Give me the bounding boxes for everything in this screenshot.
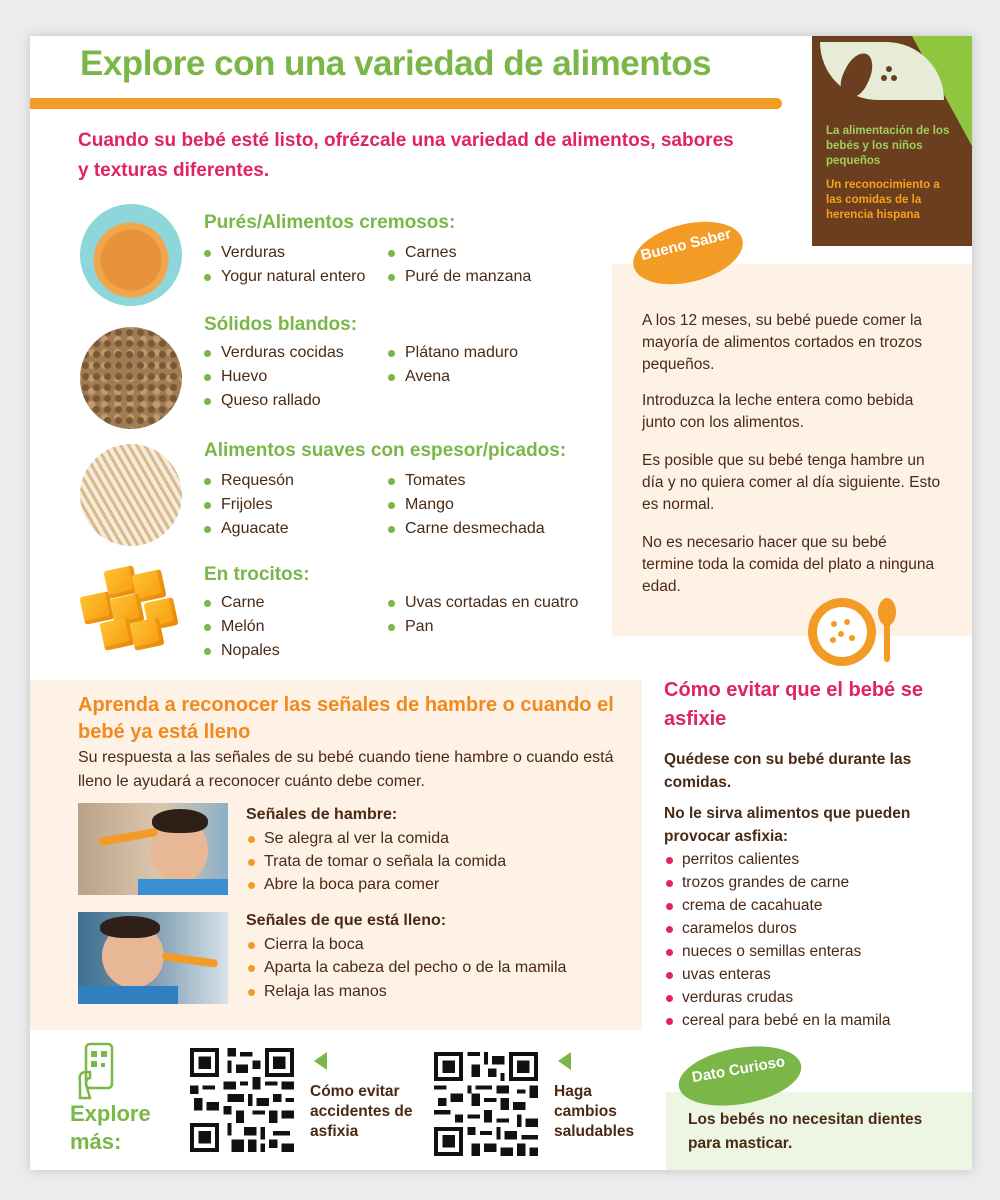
brand-subtitle: La alimentación de los bebés y los niños pequeños (826, 125, 950, 167)
brand-drop-shape (835, 49, 878, 102)
good-to-know-paragraph: A los 12 meses, su bebé puede comer la mayoría de alimentos cortados en trozos pequeños. (642, 312, 923, 373)
hungry-baby-photo (78, 803, 228, 895)
full-baby-photo (78, 912, 228, 1004)
spoon-shape (98, 828, 158, 846)
choking-food-item: nueces o semillas enteras (666, 943, 861, 961)
lentils-image (80, 327, 182, 429)
good-to-know-paragraph: Introduzca la leche entera como bebida junto con los alimentos. (642, 392, 914, 431)
mango-cube (129, 617, 164, 651)
food-item: Huevo (204, 368, 267, 386)
choking-food-item: trozos grandes de carne (666, 874, 849, 892)
phone-qr-icon (76, 1042, 120, 1100)
food-item: Aguacate (204, 520, 289, 538)
brand-dot (881, 75, 887, 81)
baby-bib (78, 986, 178, 1004)
hungry-signal-item: Se alegra al ver la comida (248, 830, 449, 848)
intro-text: Cuando su bebé esté listo, ofrézcale una variedad de alimentos, sabores y texturas diferentes. (78, 130, 734, 181)
food-item: Puré de manzana (388, 268, 531, 286)
category-title: Alimentos suaves con espesor/picados: (204, 440, 567, 461)
qr-pointer-icon (558, 1052, 571, 1070)
qr-label-choking: Cómo evitar accidentes de asfixia (310, 1083, 413, 1140)
fun-fact-label: Dato Curioso (690, 1053, 787, 1087)
hungry-signal-item: Trata de tomar o señala la comida (248, 853, 506, 871)
handout-page (30, 36, 972, 1170)
food-item: Nopales (204, 642, 280, 660)
food-item: Carne (204, 594, 265, 612)
brand-box (812, 36, 972, 246)
qr-code-choking[interactable] (190, 1048, 294, 1152)
plate-center (817, 607, 867, 657)
brand-tagline: Un reconocimiento a las comidas de la herencia hispana (826, 179, 940, 221)
category-title: En trocitos: (204, 564, 310, 585)
hunger-signals-title: Aprenda a reconocer las señales de hambre o cuando el bebé ya está lleno (78, 694, 614, 743)
food-item: Verduras cocidas (204, 344, 344, 362)
baby-bib (138, 879, 228, 895)
hungry-signal-item: Abre la boca para comer (248, 876, 439, 894)
food-item: Mango (388, 496, 454, 514)
good-to-know-paragraph: No es necesario hacer que su bebé termine toda la comida del plato a ninguna edad. (642, 534, 935, 595)
plate-dot (831, 621, 837, 627)
plate-icon (808, 598, 876, 666)
plate-dot (838, 631, 844, 637)
full-signal-item: Aparta la cabeza del pecho o de la mamila (248, 959, 566, 977)
title-underline (30, 98, 782, 109)
shredded-meat-image (80, 444, 182, 546)
plate-dot (844, 619, 850, 625)
qr-code-healthy-changes[interactable] (434, 1052, 538, 1156)
choking-food-item: verduras crudas (666, 989, 793, 1007)
food-item: Frijoles (204, 496, 273, 514)
choking-food-item: uvas enteras (666, 966, 771, 984)
choking-food-item: perritos calientes (666, 851, 799, 869)
food-item: Plátano maduro (388, 344, 518, 362)
explore-more-label: Explore más: (70, 1101, 151, 1154)
food-item: Uvas cortadas en cuatro (388, 594, 578, 612)
good-to-know-paragraph: Es posible que su bebé tenga hambre un día y no quiera comer al día siguiente. Esto es normal. (642, 452, 941, 513)
full-signal-item: Relaja las manos (248, 983, 387, 1001)
qr-label-healthy-changes: Haga cambios saludables (554, 1083, 635, 1140)
food-item: Tomates (388, 472, 465, 490)
full-signals-heading: Señales de que está lleno: (246, 912, 447, 929)
mango-cubes-image (76, 560, 184, 650)
full-signal-item: Cierra la boca (248, 936, 364, 954)
choking-stay-note: Quédese con su bebé durante las comidas. (664, 751, 912, 791)
choking-food-item: cereal para bebé en la mamila (666, 1012, 891, 1030)
qr-pointer-icon (314, 1052, 327, 1070)
food-item: Verduras (204, 244, 285, 262)
food-item: Melón (204, 618, 265, 636)
food-item: Requesón (204, 472, 294, 490)
mango-cube (99, 617, 134, 651)
good-to-know-label: Bueno Saber (638, 225, 733, 265)
food-item: Avena (388, 368, 450, 386)
baby-hair (100, 916, 160, 938)
food-item: Queso rallado (204, 392, 321, 410)
category-title: Sólidos blandos: (204, 314, 358, 335)
page-title: Explore con una variedad de alimentos (80, 44, 712, 83)
fun-fact-text: Los bebés no necesitan dientes para masticar. (688, 1111, 923, 1152)
plate-dot (849, 635, 855, 641)
choking-food-item: caramelos duros (666, 920, 797, 938)
puree-bowl-image (80, 204, 182, 306)
category-title: Purés/Alimentos cremosos: (204, 212, 456, 233)
plate-dot (830, 637, 836, 643)
food-item: Carne desmechada (388, 520, 545, 538)
brand-dot (891, 75, 897, 81)
food-item: Pan (388, 618, 433, 636)
choking-title: Cómo evitar que el bebé se asfixie (664, 679, 923, 730)
hunger-signals-intro: Su respuesta a las señales de su bebé cuando tiene hambre o cuando está lleno le ayudará a reconocer cuánto debe comer. (78, 749, 614, 790)
spoon-handle (884, 620, 890, 662)
food-item: Carnes (388, 244, 457, 262)
hungry-signals-heading: Señales de hambre: (246, 806, 398, 823)
spoon-shape (162, 952, 219, 968)
brand-dot (886, 66, 892, 72)
choking-avoid-heading: No le sirva alimentos que pueden provocar asfixia: (664, 805, 911, 845)
choking-food-item: crema de cacahuate (666, 897, 822, 915)
baby-hair (152, 809, 208, 833)
food-item: Yogur natural entero (204, 268, 365, 286)
